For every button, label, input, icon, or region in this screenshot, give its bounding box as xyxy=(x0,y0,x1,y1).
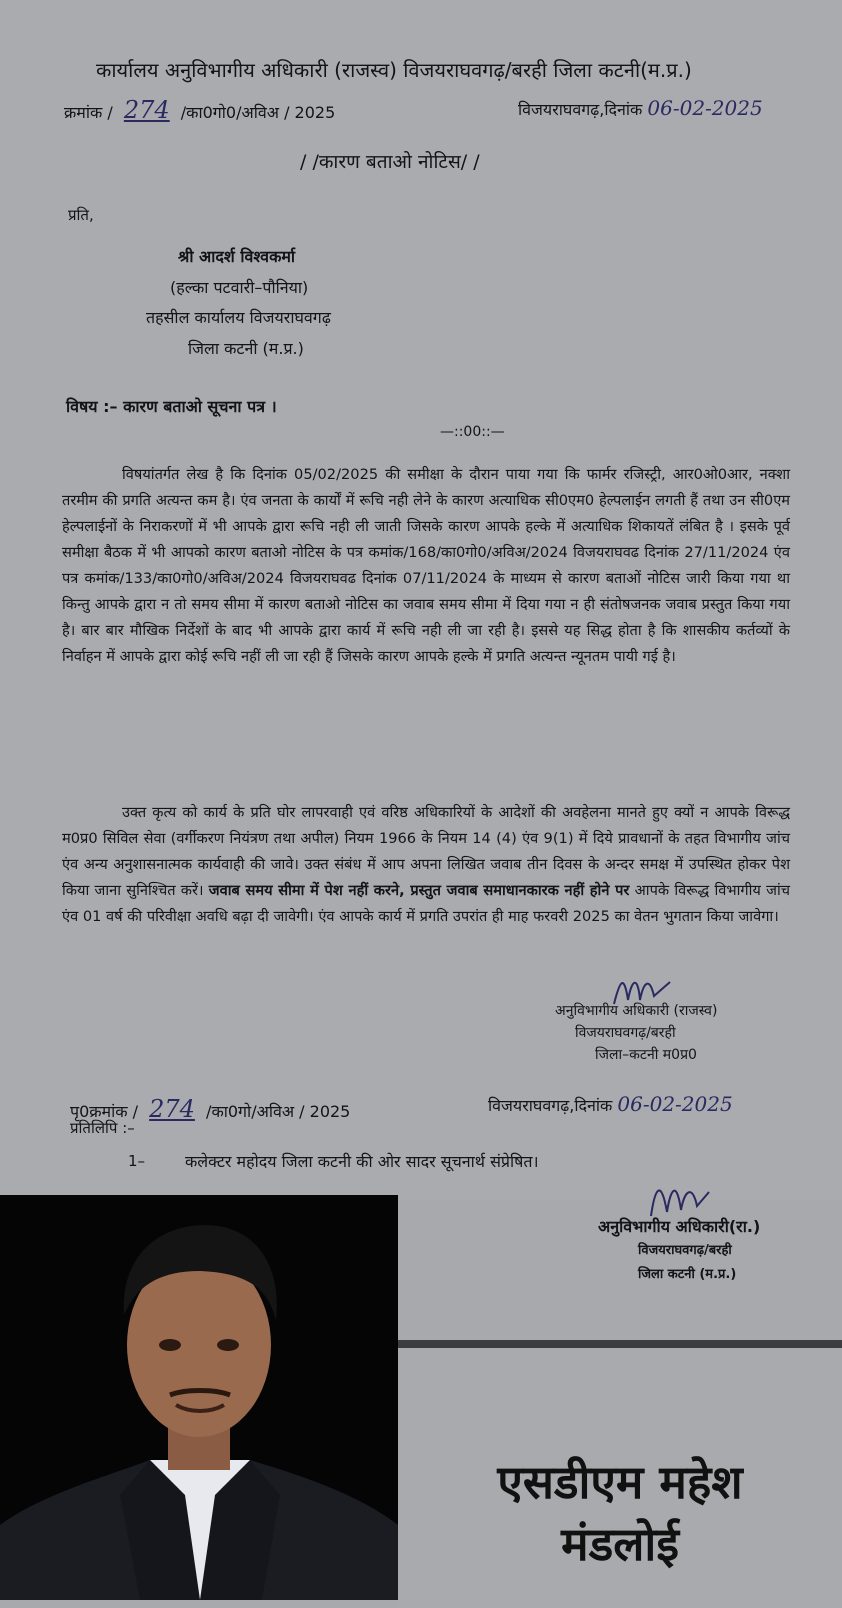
signature-line-2: विजयराघवगढ़/बरही xyxy=(575,1025,676,1041)
portrait-illustration xyxy=(0,1195,398,1600)
office-header: कार्यालय अनुविभागीय अधिकारी (राजस्व) विजयराघवगढ़/बरही जिला कटनी(म.प्र.) xyxy=(96,58,692,82)
paragraph-2-end: आपके विरूद्ध विभागीय जांच एंव 01 वर्ष की परिवीक्षा अवधि बढ़ा दी जावेगी। एंव आपके कार्य में प्रगति उपरांत ही माह फरवरी 2025 का वेतन भुगतान किया जावेगा। xyxy=(62,882,790,925)
paragraph-2-text xyxy=(62,800,790,930)
to-label: प्रति, xyxy=(68,206,94,224)
body-paragraph-2 xyxy=(62,800,790,930)
endorsement-ref-suffix: /का0गो/अविअ / 2025 xyxy=(206,1102,351,1121)
reference-number xyxy=(64,96,335,124)
copy-item-number: 1– xyxy=(128,1152,146,1170)
divider: —::00::— xyxy=(440,424,505,440)
endorsement-ref-number: 274 xyxy=(149,1095,195,1123)
signature-line-1: अनुविभागीय अधिकारी (राजस्व) xyxy=(555,1003,718,1019)
officer-stamp xyxy=(598,1215,838,1287)
endorsement-ref-prefix: पृ0क्रमांक / xyxy=(70,1102,139,1121)
recipient-name: श्री आदर्श विश्वकर्मा xyxy=(178,247,296,266)
recipient-district: जिला कटनी (म.प्र.) xyxy=(188,339,304,358)
stamp-line-1: अनुविभागीय अधिकारी(रा.) xyxy=(598,1217,761,1236)
paragraph-1-text: विषयांतर्गत लेख है कि दिनांक 05/02/2025 की समीक्षा के दौरान पाया गया कि फार्मर रजिस्ट्री, आर0ओ0आर, नक्शा तरमीम की प्रगति अत्यन्त कम है। एंव जनता के कार्यों में रूचि नही लेने के कारण अत्याधिक सी0एम0 हेल्पलाईन लगती हैं तथा उन सी0एम हेल्पलाईनों के निराकरणों में भी आपके द्वारा रूचि नही ली जाती जिसके कारण आपके हल्के में अत्याधिक शिकायतें लंबित है । इसके पूर्व समीक्षा बैठक में भी आपको कारण बताओ नोटिस के पत्र कमांक/168/का0गो0/अविअ/2024 विजयराघवढ दिनांक 27/11/2024 एंव पत्र कमांक/133/का0गो0/अविअ/2024 विजयराघवढ दिनांक 07/11/2024 के माध्यम से कारण बताओं नोटिस जारी किया गया था किन्तु आपके द्वारा न तो समय सीमा में कारण बताओ नोटिस का जवाब समय सीमा में दिया गया न ही संतोषजनक जवाब प्रस्तुत किया गया है। बार बार मौखिक निर्देशों के बाद भी आपके द्वारा कार्य में रूचि नही ली जा रही है। इससे यह सिद्ध होता है कि शासकीय कर्तव्यों के निर्वाहन में आपके द्वारा कोई रूचि नहीं ली जा रही हैं जिसके कारण आपके हल्के में प्रगति अत्यन्त न्यूनतम पायी गई है। xyxy=(62,466,790,665)
place-date xyxy=(518,96,763,120)
body-paragraph-1 xyxy=(62,462,790,670)
endorsement-date-label: विजयराघवगढ़,दिनांक xyxy=(488,1096,613,1115)
stamp-line-2: विजयराघवगढ़/बरही xyxy=(638,1243,732,1258)
signature-line-3: जिला–कटनी म0प्र0 xyxy=(595,1047,697,1063)
recipient-office: तहसील कार्यालय विजयराघवगढ़ xyxy=(146,308,331,327)
ref-suffix: /का0गो0/अविअ / 2025 xyxy=(180,103,336,122)
endorsement-date-handwritten: 06-02-2025 xyxy=(617,1092,733,1116)
place-date-label: विजयराघवगढ़,दिनांक xyxy=(518,100,643,119)
caption-line-2: मंडलोई xyxy=(561,1517,679,1571)
caption-panel xyxy=(398,1340,842,1608)
caption-line-1: एसडीएम महेश xyxy=(497,1455,743,1509)
copy-item-text: कलेक्टर महोदय जिला कटनी की ओर सादर सूचनार्थ संप्रेषित। xyxy=(185,1152,539,1171)
signature-block xyxy=(555,1000,795,1066)
paragraph-2-start: उक्त कृत्य को कार्य के प्रति घोर लापरवाही एवं वरिष्ठ अधिकारियों के आदेशों की अवहेलना मानते हुए क्यों न आपके विरूद्ध म0प्र0 सिविल सेवा (वर्गीकरण नियंत्रण तथा अपील) नियम 1966 के नियम 14 (4) एंव 9(1) में दिये प्रावधानों के तहत विभागीय जांच एंव अन्य अनुशासनात्मक कार्यवाही की जावे। उक्त संबंध में आप अपना लिखित जवाब तीन दिवस के अन्दर समक्ष में उपस्थित होकर पेश किया जाना सुनिश्चित करें। xyxy=(62,804,790,899)
ref-number-handwritten: 274 xyxy=(123,96,170,124)
recipient-designation: (हल्का पटवारी–पौनिया) xyxy=(170,278,309,297)
copy-label: प्रतिलिपि :– xyxy=(70,1119,135,1137)
endorsement-place-date xyxy=(488,1092,733,1116)
subject-line: विषय :– कारण बताओ सूचना पत्र । xyxy=(66,397,277,416)
officer-photo xyxy=(0,1195,398,1600)
notice-title: / /कारण बताओ नोटिस/ / xyxy=(300,151,480,173)
stamp-line-3: जिला कटनी (म.प्र.) xyxy=(638,1267,737,1282)
date-handwritten: 06-02-2025 xyxy=(647,96,763,120)
paragraph-2-bold: जवाब समय सीमा में पेश नहीं करने, प्रस्तुत जवाब समाधानकारक नहीं होने पर xyxy=(208,882,630,899)
ref-prefix: क्रमांक / xyxy=(64,103,113,122)
